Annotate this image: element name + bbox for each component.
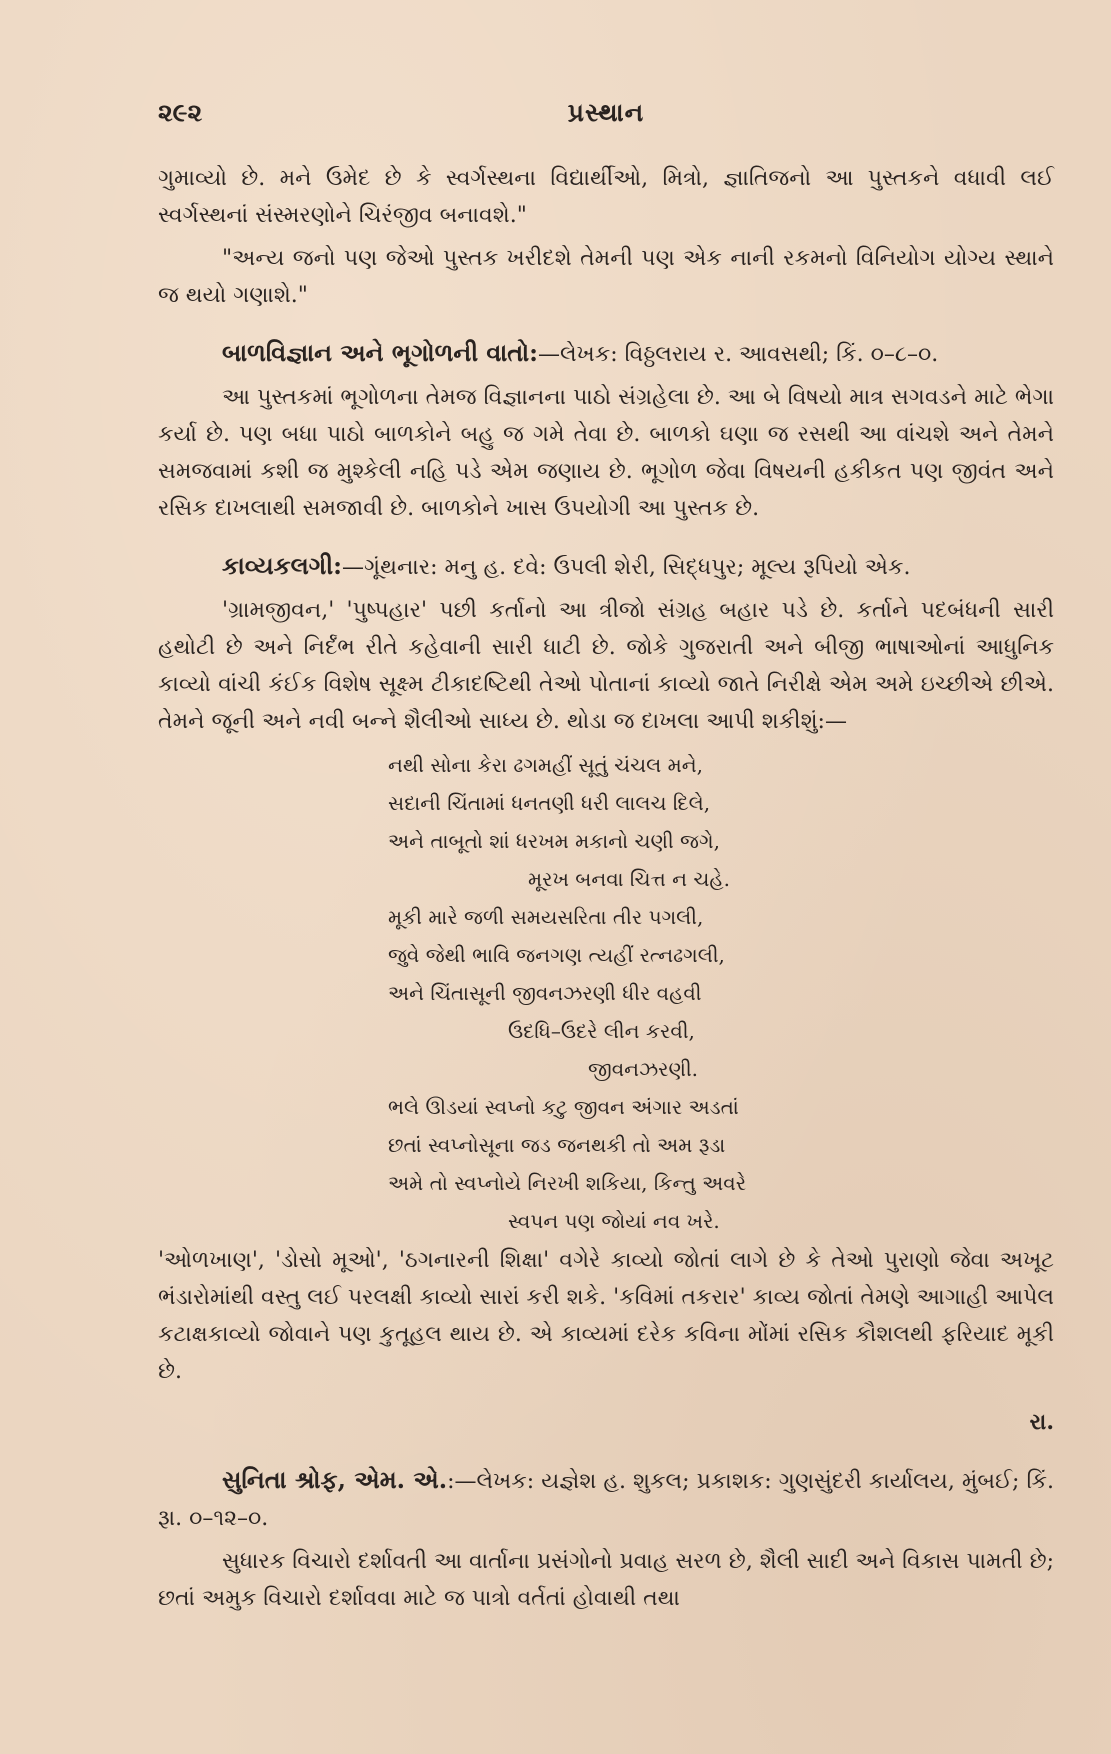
review-meta-3: :—લેખક: યજ્ઞેશ હ. શુકલ; પ્રકાશક: ગુણસુંદરી કાર્યાલય, મુંબઈ; કિં. રૂા. ૦–૧૨–૦. — [158, 1469, 1054, 1531]
review-body-2-continued: 'ઓળખાણ', 'ડોસો મૂઓ', 'ઠગનારની શિક્ષા' વગેરે કાવ્યો જોતાં લાગે છે કે તેઓ પુરાણો જેવા અખૂટ ભંડારોમાંથી વસ્તુ લઈ પરલક્ષી કાવ્યો સારાં કરી શકે. 'કવિમાં તકરાર' કાવ્ય જોતાં તેમણે આગાહી આપેલ કટાક્ષકાવ્યો જોવાને પણ કુતૂહલ થાય છે. એ કાવ્યમાં દરેક કવિના મોંમાં રસિક કૌશલથી ફરિયાદ મૂકી છે. — [158, 1248, 1054, 1384]
review-body-3: સુધારક વિચારો દર્શાવતી આ વાર્તાના પ્રસંગોનો પ્રવાહ સરળ છે, શૈલી સાદી અને વિકાસ પામતી છે; છતાં અમુક વિચારો દર્શાવવા માટે જ પાત્રો વર્તતાં હોવાથી તથા — [158, 1549, 1054, 1611]
poem-line: મૂરખ બનવા ચિત્ત ન ચહે. — [528, 867, 730, 891]
poem-line: અમે તો સ્વપ્નોયે નિરખી શકિયા, કિન્તુ અવરે — [388, 1171, 747, 1195]
review-meta-2: —ગૂંથનાર: મનુ હ. દવે: ઉપલી શેરી, સિદ્ધપુર; મૂલ્ય રૂપિયો એક. — [342, 555, 911, 580]
review-heading-1 — [158, 334, 1054, 373]
page-number: ૨૯૨ — [158, 98, 203, 127]
poem-line: છતાં સ્વપ્નોસૂના જડ જનથકી તો અમ રૂડા — [388, 1133, 726, 1157]
poem-line: અને તાબૂતો શાં ધરખમ મકાનો ચણી જગે, — [388, 829, 720, 853]
poem-line: સદાની ચિંતામાં ધનતણી ધરી લાલચ દિલે, — [388, 791, 711, 815]
review-heading-2 — [158, 547, 1054, 586]
poem-line: જીવનઝરણી. — [588, 1057, 699, 1081]
review-body-1: આ પુસ્તકમાં ભૂગોળના તેમજ વિજ્ઞાનના પાઠો સંગ્રહેલા છે. આ બે વિષયો માત્ર સગવડને માટે ભેગા કર્યા છે. પણ બધા પાઠો બાળકોને બહુ જ ગમે તેવા છે. બાળકો ઘણા જ રસથી આ વાંચશે અને તેમને સમજવામાં કશી જ મુશ્કેલી નહિ પડે એમ જણાય છે. ભૂગોળ જેવા વિષયની હકીકત પણ જીવંત અને રસિક દાખલાથી સમજાવી છે. બાળકોને ખાસ ઉપયોગી આ પુસ્તક છે. — [158, 385, 1054, 521]
poem-line: અને ચિંતાસૂની જીવનઝરણી ધીર વહવી — [388, 981, 702, 1005]
poem-line: નથી સોના કેરા ઢગમહીં સૂતું ચંચલ મને, — [388, 753, 704, 777]
review-title-2: કાવ્યકલગી: — [222, 551, 343, 580]
review-heading-3 — [158, 1461, 1054, 1537]
poem-line: જુવે જેથી ભાવિ જનગણ ત્યહીં રત્નઢગલી, — [388, 943, 725, 967]
poem-line: સ્વપન પણ જોયાં નવ ખરે. — [508, 1209, 720, 1233]
poem-line: ઉદધિ–ઉદરે લીન કરવી, — [508, 1019, 695, 1043]
reviewer-initials: રા. — [1029, 1409, 1054, 1435]
running-title: પ્રસ્થાન — [567, 98, 645, 127]
review-body-2: 'ગ્રામજીવન,' 'પુષ્પહાર' પછી કર્તાનો આ ત્રીજો સંગ્રહ બહાર પડે છે. કર્તાને પદબંધની સારી હથોટી છે અને નિર્દંભ રીતે કહેવાની સારી ધાટી છે. જોકે ગુજરાતી અને બીજી ભાષાઓનાં આધુનિક કાવ્યો વાંચી કંઈક વિશેષ સૂક્ષ્મ ટીકાદષ્ટિથી તેઓ પોતાનાં કાવ્યો જાતે નિરીક્ષે એમ અમે ઇચ્છીએ છીએ. તેમને જૂની અને નવી બન્ને શૈલીઓ સાધ્ય છે. થોડા જ દાખલા આપી શકીશું:— — [158, 598, 1054, 734]
review-title-3: સુનિતા શ્રોફ, એમ. એ. — [222, 1465, 448, 1494]
review-title-1: બાળવિજ્ઞાન અને ભૂગોળની વાતો: — [222, 338, 539, 367]
review-meta-1: —લેખક: વિઠ્ઠલરાય ર. આવસથી; કિં. ૦–૮–૦. — [538, 342, 939, 367]
page-body — [158, 160, 1054, 1623]
quote-paragraph-2: "અન્ય જનો પણ જેઓ પુસ્તક ખરીદશે તેમની પણ એક નાની રકમનો વિનિયોગ યોગ્ય સ્થાને જ થયો ગણાશે." — [158, 246, 1054, 308]
page-header — [158, 98, 1054, 132]
quote-paragraph-1: ગુમાવ્યો છે. મને ઉમેદ છે કે સ્વર્ગસ્થના વિદ્યાર્થીઓ, મિત્રો, જ્ઞાતિજનો આ પુસ્તકને વધાવી લઈ સ્વર્ગસ્થનાં સંસ્મરણોને ચિરંજીવ બનાવશે." — [158, 166, 1054, 228]
poem-line: ભલે ઊડયાં સ્વપ્નો કટુ જીવન અંગાર અડતાં — [388, 1095, 739, 1119]
poem-excerpt — [388, 746, 1054, 1240]
poem-line: મૂકી મારે જળી સમયસરિતા તીર પગલી, — [388, 905, 704, 929]
